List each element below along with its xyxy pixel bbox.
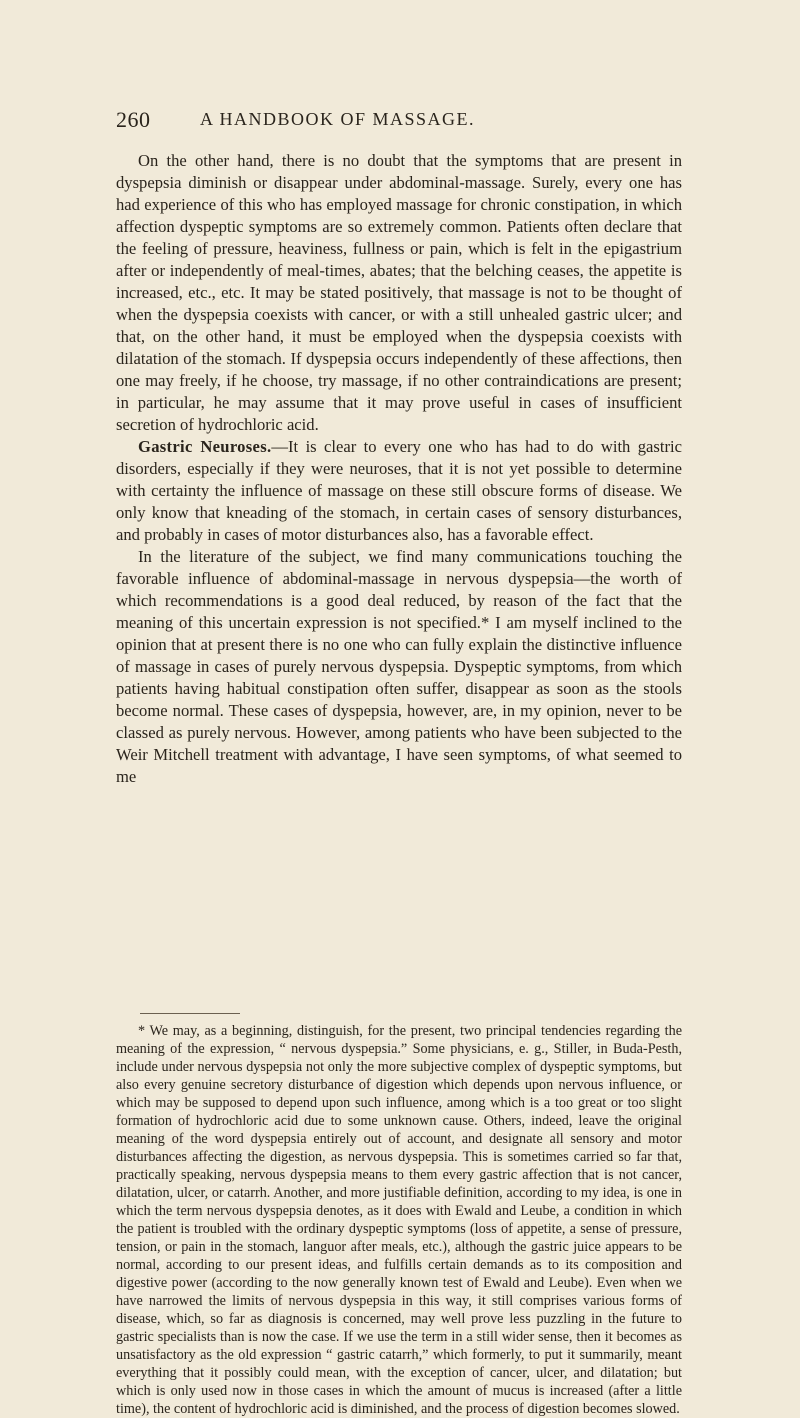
page-number: 260	[116, 107, 151, 132]
running-title: A HANDBOOK OF MASSAGE.	[200, 109, 476, 129]
footnote	[116, 1022, 682, 1418]
footnote-text: * We may, as a beginning, distinguish, for the present, two principal tendencies regarding the meaning of the expression, “ nervous dyspepsia.” Some physicians, e. g., Stiller, in Buda-Pesth, include under nervous dyspepsia not only the more subjective complex of dyspeptic symptoms, but also every genuine secretory disturbance of digestion which depends upon nervous influence, or which may be supposed to depend upon such influence, among which is a too great or too slight formation of hydrochloric acid due to some unknown cause. Others, indeed, leave the original meaning of the word dyspepsia entirely out of account, and designate all sensory and motor disturbances affecting the digestion, as nervous dyspepsia. This is sometimes carried so far that, practically speaking, nervous dyspepsia means to them every gastric affection that is not cancer, dilatation, ulcer, or catarrh. Another, and more justifiable definition, according to my idea, is one in which the term nervous dyspepsia denotes, as it does with Ewald and Leube, a condition in which the patient is troubled with the ordinary dyspeptic symptoms (loss of appetite, a sense of pressure, tension, or pain in the stomach, languor after meals, etc.), although the gastric juice appears to be normal, according to our present ideas, and fulfills certain demands as to its composition and digestive power (according to the now generally known test of Ewald and Leube). Even when we have narrowed the limits of nervous dyspepsia in this way, it still comprises various forms of disease, which, so far as diagnosis is concerned, may well prove less puzzling in the future to gastric specialists than is now the case. If we use the term in a still wider sense, then it becomes as unsatisfactory as the old expression “ gastric catarrh,” which formerly, to put it summarily, meant everything that it possibly could mean, with the exception of cancer, ulcer, and dilatation; but which is only used now in those cases in which the amount of mucus is increased (after a little time), the content of hydrochloric acid is diminished, and the process of digestion becomes slowed.	[116, 1023, 682, 1417]
page-header	[116, 107, 676, 135]
footnote-rule	[140, 1013, 240, 1014]
section-heading: Gastric Neuroses.	[138, 437, 272, 456]
paragraph-text: —It is clear to every one who has had to do with gastric disorders, especially if they were neuroses, that it is not yet possible to determine with certainty the influence of massage on these still obscure forms of disease. We only know that kneading of the stomach, in certain cases of sensory disturbances, and probably in cases of motor disturbances also, has a favorable effect.	[116, 437, 682, 544]
paragraph: In the literature of the subject, we find many communications touching the favorable influence of abdominal-massage in nervous dyspepsia—the worth of which recommendations is a good deal reduced, by reason of the fact that the meaning of this uncertain expression is not specified.* I am myself inclined to the opinion that at present there is no one who can fully explain the distinctive influence of massage in cases of purely nervous dyspepsia. Dyspeptic symptoms, from which patients having habitual constipation often suffer, disappear as soon as the stools become normal. These cases of dyspepsia, however, are, in my opinion, never to be classed as purely nervous. However, among patients who have been subjected to the Weir Mitchell treatment with advantage, I have seen symptoms, of what seemed to me	[116, 547, 682, 786]
body-text	[116, 150, 682, 788]
paragraph	[116, 436, 682, 546]
paragraph: On the other hand, there is no doubt that the symptoms that are present in dyspepsia diminish or disappear under abdominal-massage. Surely, every one has had experience of this who has employed massage for chronic constipation, in which affection dyspeptic symptoms are so extremely common. Patients often declare that the feeling of pressure, heaviness, fullness or pain, which is felt in the epigastrium after or independently of meal-times, abates; that the belching ceases, the appetite is increased, etc., etc. It may be stated positively, that massage is not to be thought of when the dyspepsia coexists with cancer, or with a still unhealed gastric ulcer; and that, on the other hand, it must be employed when the dyspepsia coexists with dilatation of the stomach. If dyspepsia occurs independently of these affections, then one may freely, if he choose, try massage, if no other contraindications are present; in particular, he may assume that it may prove useful in cases of insufficient secretion of hydrochloric acid.	[116, 151, 682, 434]
